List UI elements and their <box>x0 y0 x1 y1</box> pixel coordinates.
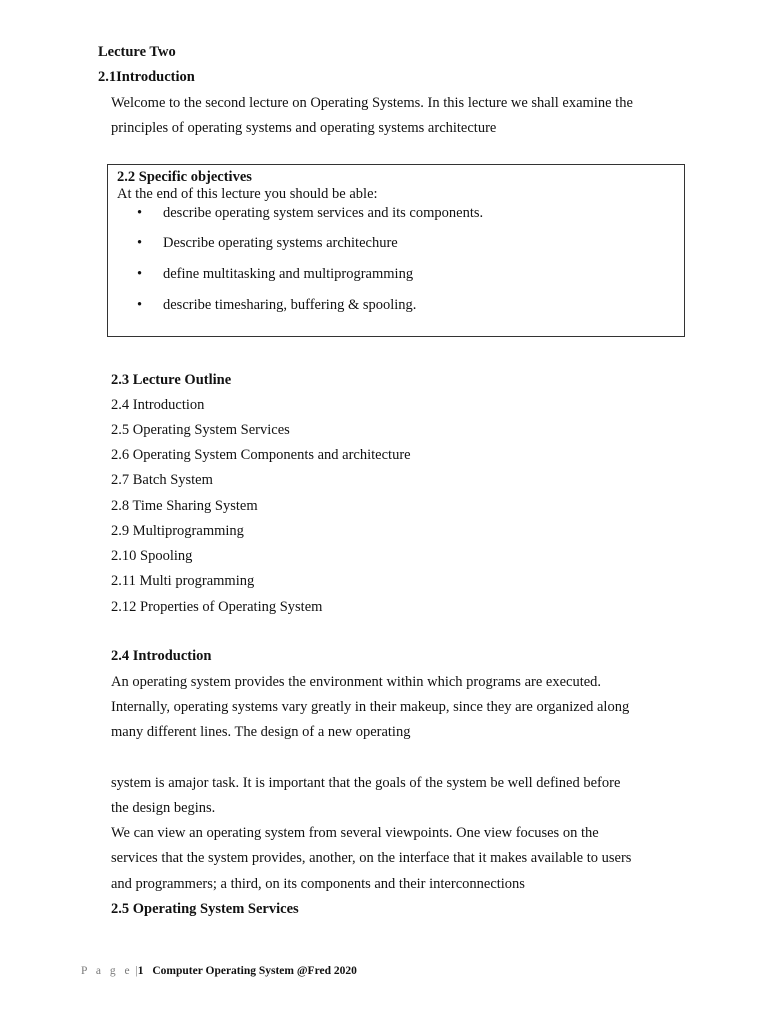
objective-item <box>137 235 398 252</box>
services-heading: 2.5 Operating System Services <box>111 901 299 917</box>
lecture-title: Lecture Two <box>98 44 176 60</box>
footer-page-label: P a g e <box>81 965 133 977</box>
outline-heading: 2.3 Lecture Outline <box>111 372 232 388</box>
paragraph-line: An operating system provides the environment within which programs are executed. <box>111 674 602 690</box>
page-footer <box>81 965 357 977</box>
outline-item: 2.4 Introduction <box>111 397 205 413</box>
paragraph-line: the design begins. <box>111 800 216 816</box>
objective-text: describe operating system services and its components. <box>163 205 484 221</box>
objectives-lead: At the end of this lecture you should be able: <box>117 186 378 202</box>
outline-item: 2.11 Multi programming <box>111 573 255 589</box>
objective-text: define multitasking and multiprogramming <box>163 266 414 282</box>
bullet-icon: • <box>137 297 143 313</box>
objective-text: Describe operating systems architechure <box>163 235 398 251</box>
outline-item: 2.6 Operating System Components and architecture <box>111 447 411 463</box>
paragraph-line: services that the system provides, another, on the interface that it makes available to users <box>111 850 632 866</box>
paragraph-line: system is amajor task. It is important that the goals of the system be well defined before <box>111 775 621 791</box>
paragraph-line: Internally, operating systems vary greatly in their makeup, since they are organized along <box>111 699 630 715</box>
footer-page-number: 1 <box>137 965 144 977</box>
footer-separator: | <box>135 965 138 977</box>
objective-text: describe timesharing, buffering & spooling. <box>163 297 417 313</box>
paragraph-line: many different lines. The design of a new operating <box>111 724 411 740</box>
intro-heading: 2.1Introduction <box>98 69 195 85</box>
bullet-icon: • <box>137 266 143 282</box>
objective-item <box>137 266 413 283</box>
bullet-icon: • <box>137 235 143 251</box>
objectives-heading: 2.2 Specific objectives <box>117 169 252 185</box>
intro-paragraph-line: Welcome to the second lecture on Operating Systems. In this lecture we shall examine the <box>111 95 633 111</box>
intro-paragraph-line: principles of operating systems and operating systems architecture <box>111 120 497 136</box>
objective-item <box>137 205 483 222</box>
outline-item: 2.8 Time Sharing System <box>111 498 258 514</box>
outline-item: 2.5 Operating System Services <box>111 422 290 438</box>
outline-item: 2.12 Properties of Operating System <box>111 599 323 615</box>
outline-item: 2.10 Spooling <box>111 548 193 564</box>
paragraph-line: We can view an operating system from several viewpoints. One view focuses on the <box>111 825 599 841</box>
outline-item: 2.9 Multiprogramming <box>111 523 244 539</box>
outline-item: 2.7 Batch System <box>111 472 213 488</box>
paragraph-line: and programmers; a third, on its components and their interconnections <box>111 876 525 892</box>
bullet-icon: • <box>137 205 143 221</box>
introduction-section-heading: 2.4 Introduction <box>111 648 212 664</box>
objective-item <box>137 297 416 314</box>
footer-course-title: Computer Operating System @Fred 2020 <box>152 965 357 977</box>
